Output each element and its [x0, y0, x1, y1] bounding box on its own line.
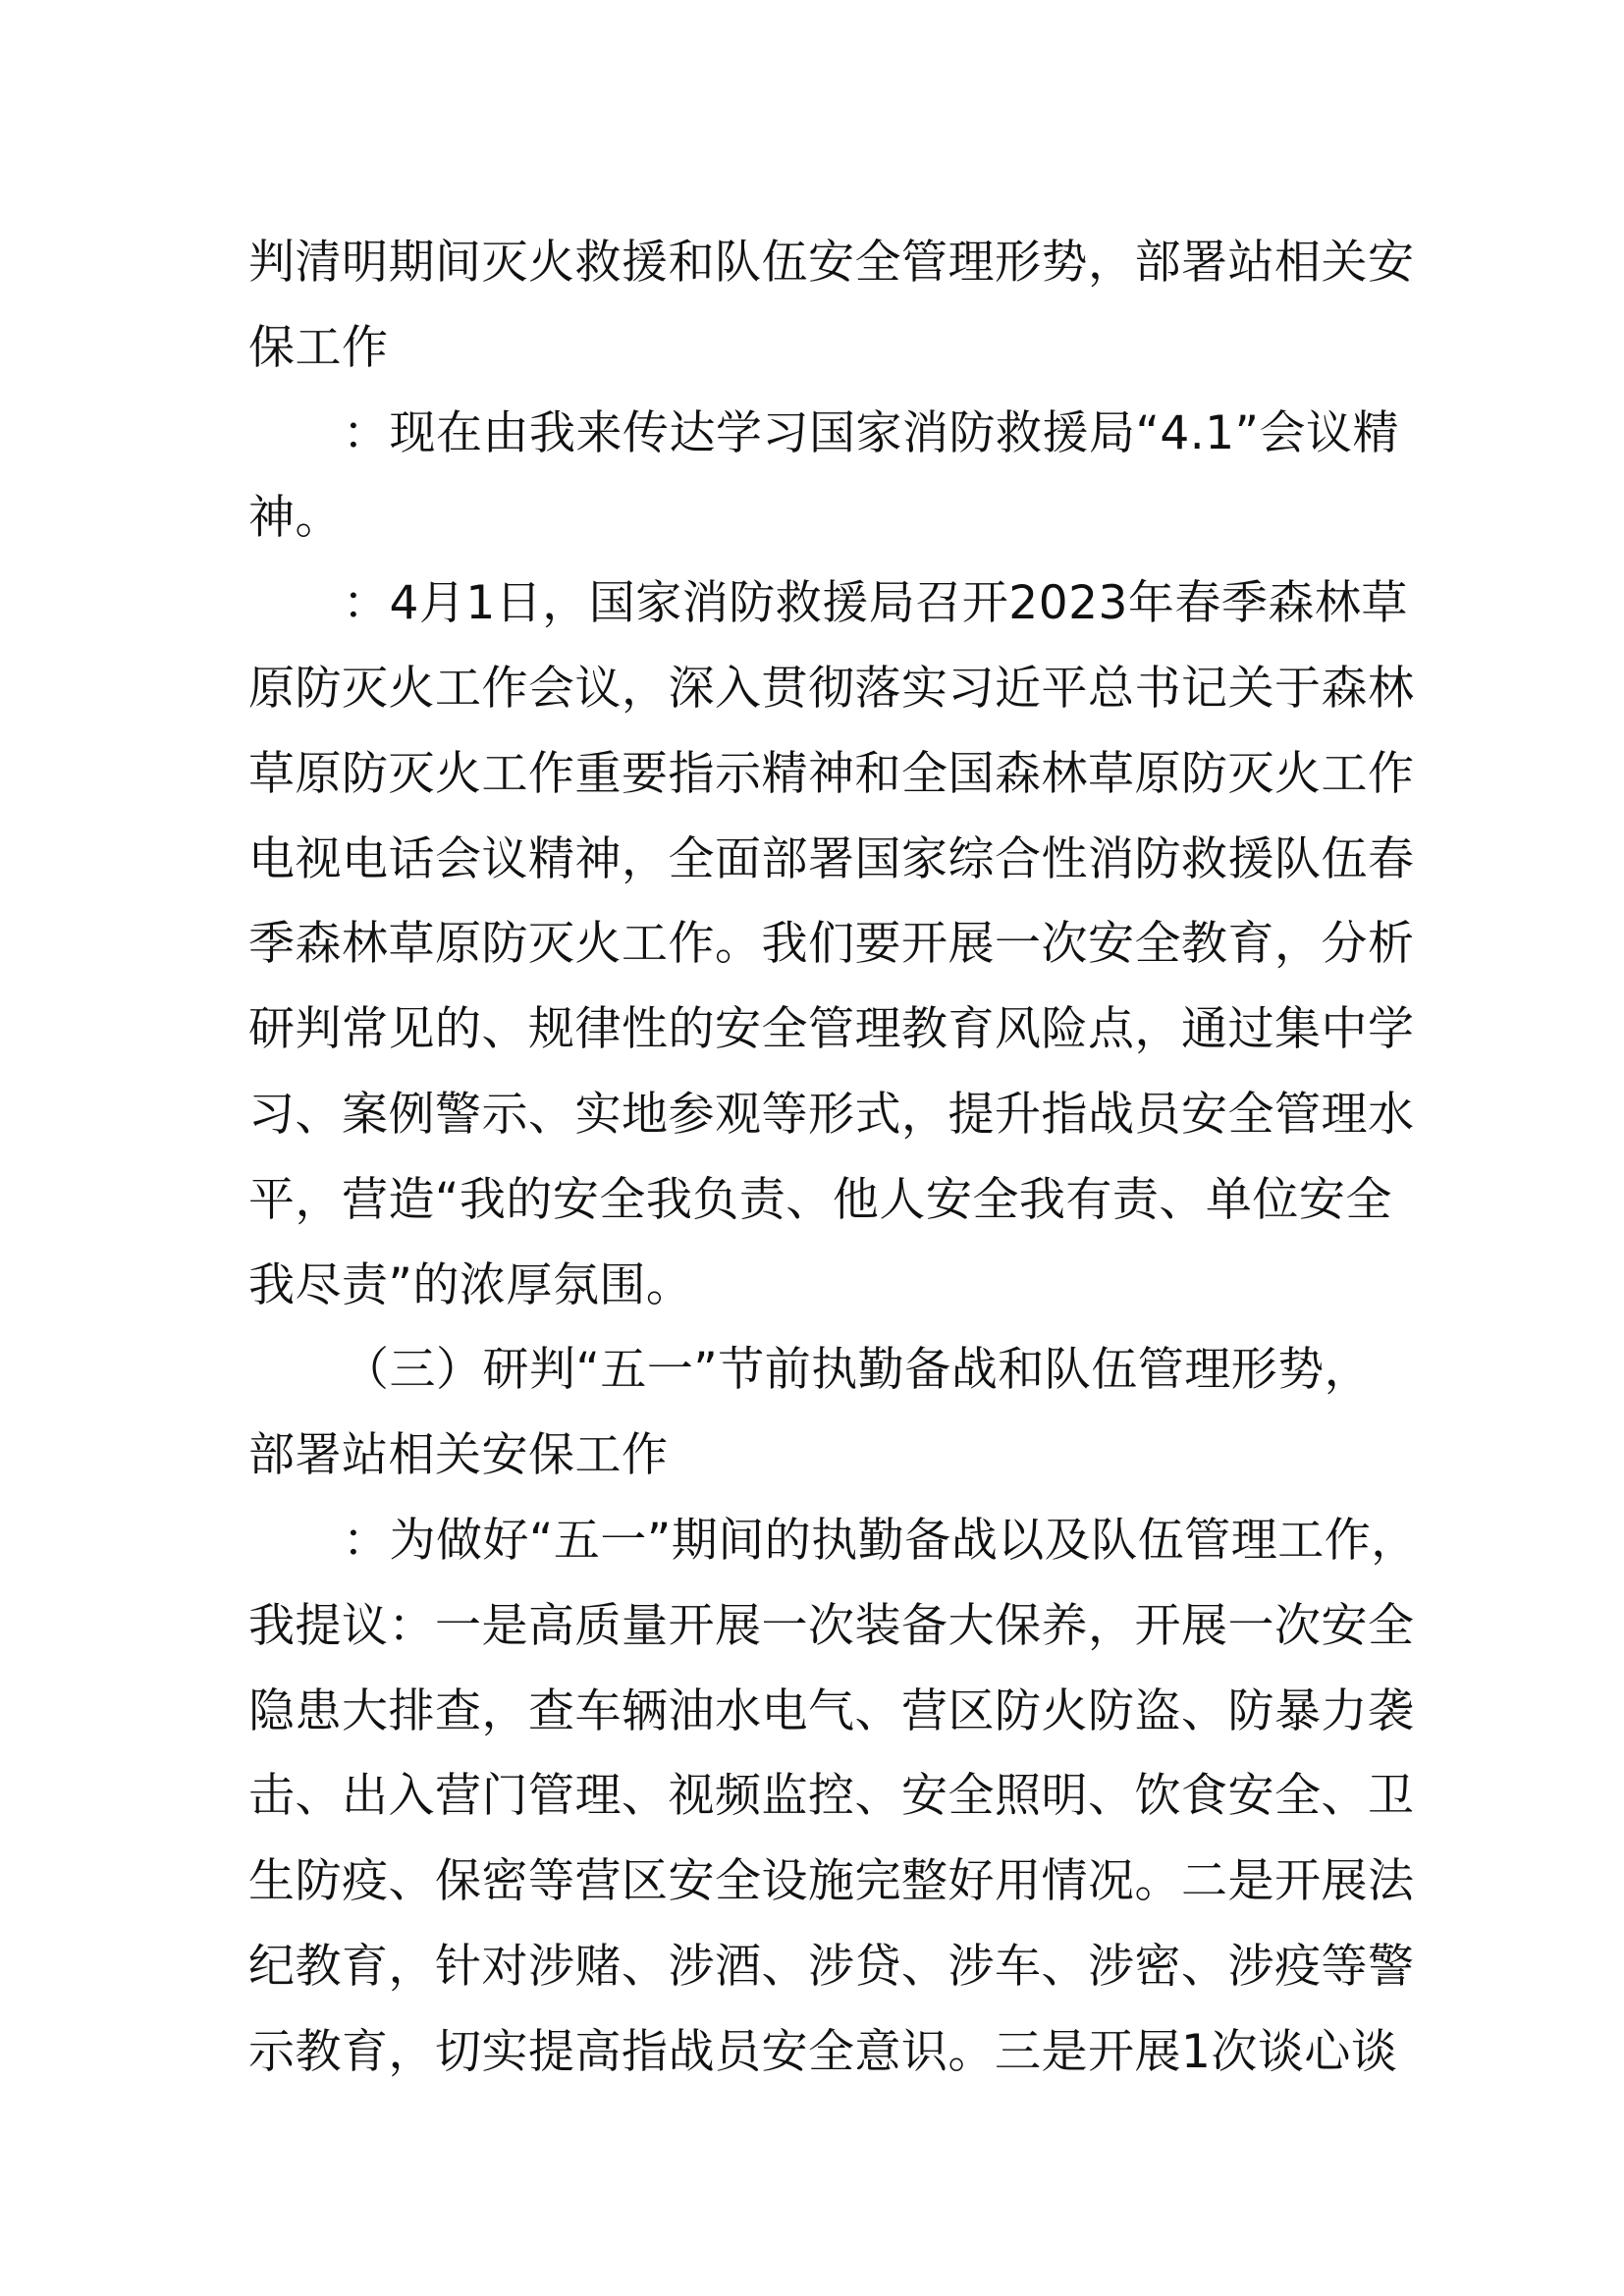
text-line: 保工作	[248, 320, 389, 375]
text-line: 电视电话会议精神，全面部署国家综合性消防救援队伍春	[248, 831, 1415, 886]
text-line: 神。	[248, 491, 342, 546]
text-line: 纪教育，针对涉赌、涉酒、涉贷、涉车、涉密、涉疫等警	[248, 1939, 1415, 1994]
text-line: ：为做好“五一”期间的执勤备战以及队伍管理工作，	[343, 1513, 1418, 1568]
text-line: 我提议：一是高质量开展一次装备大保养，开展一次安全	[248, 1598, 1415, 1653]
text-line: ：4月1日，国家消防救援局召开2023年春季森林草	[343, 576, 1408, 631]
text-line: 部署站相关安保工作	[248, 1428, 669, 1483]
text-line: 判清明期间灭火救援和队伍安全管理形势，部署站相关安	[248, 236, 1415, 290]
text-line: ：现在由我来传达学习国家消防救援局“4.1”会议精	[343, 405, 1399, 460]
text-line: 隐患大排查，查车辆油水电气、营区防火防盗、防暴力袭	[248, 1683, 1415, 1738]
text-line: 平，营造“我的安全我负责、他人安全我有责、单位安全	[248, 1172, 1392, 1227]
text-line: 示教育，切实提高指战员安全意识。三是开展1次谈心谈	[248, 2024, 1398, 2079]
text-line: （三）研判“五一”节前执勤备战和队伍管理形势，	[343, 1343, 1372, 1398]
text-line: 季森林草原防灭火工作。我们要开展一次安全教育，分析	[248, 917, 1415, 972]
text-line: 原防灭火工作会议，深入贯彻落实习近平总书记关于森林	[248, 661, 1415, 716]
text-line: 草原防灭火工作重要指示精神和全国森林草原防灭火工作	[248, 746, 1415, 801]
document-page	[248, 221, 1418, 2096]
text-line: 习、案例警示、实地参观等形式，提升指战员安全管理水	[248, 1087, 1415, 1142]
text-line: 生防疫、保密等营区安全设施完整好用情况。二是开展法	[248, 1854, 1415, 1909]
text-line: 研判常见的、规律性的安全管理教育风险点，通过集中学	[248, 1002, 1415, 1057]
text-line: 击、出入营门管理、视频监控、安全照明、饮食安全、卫	[248, 1769, 1415, 1824]
text-line: 我尽责”的浓厚氛围。	[248, 1257, 693, 1312]
